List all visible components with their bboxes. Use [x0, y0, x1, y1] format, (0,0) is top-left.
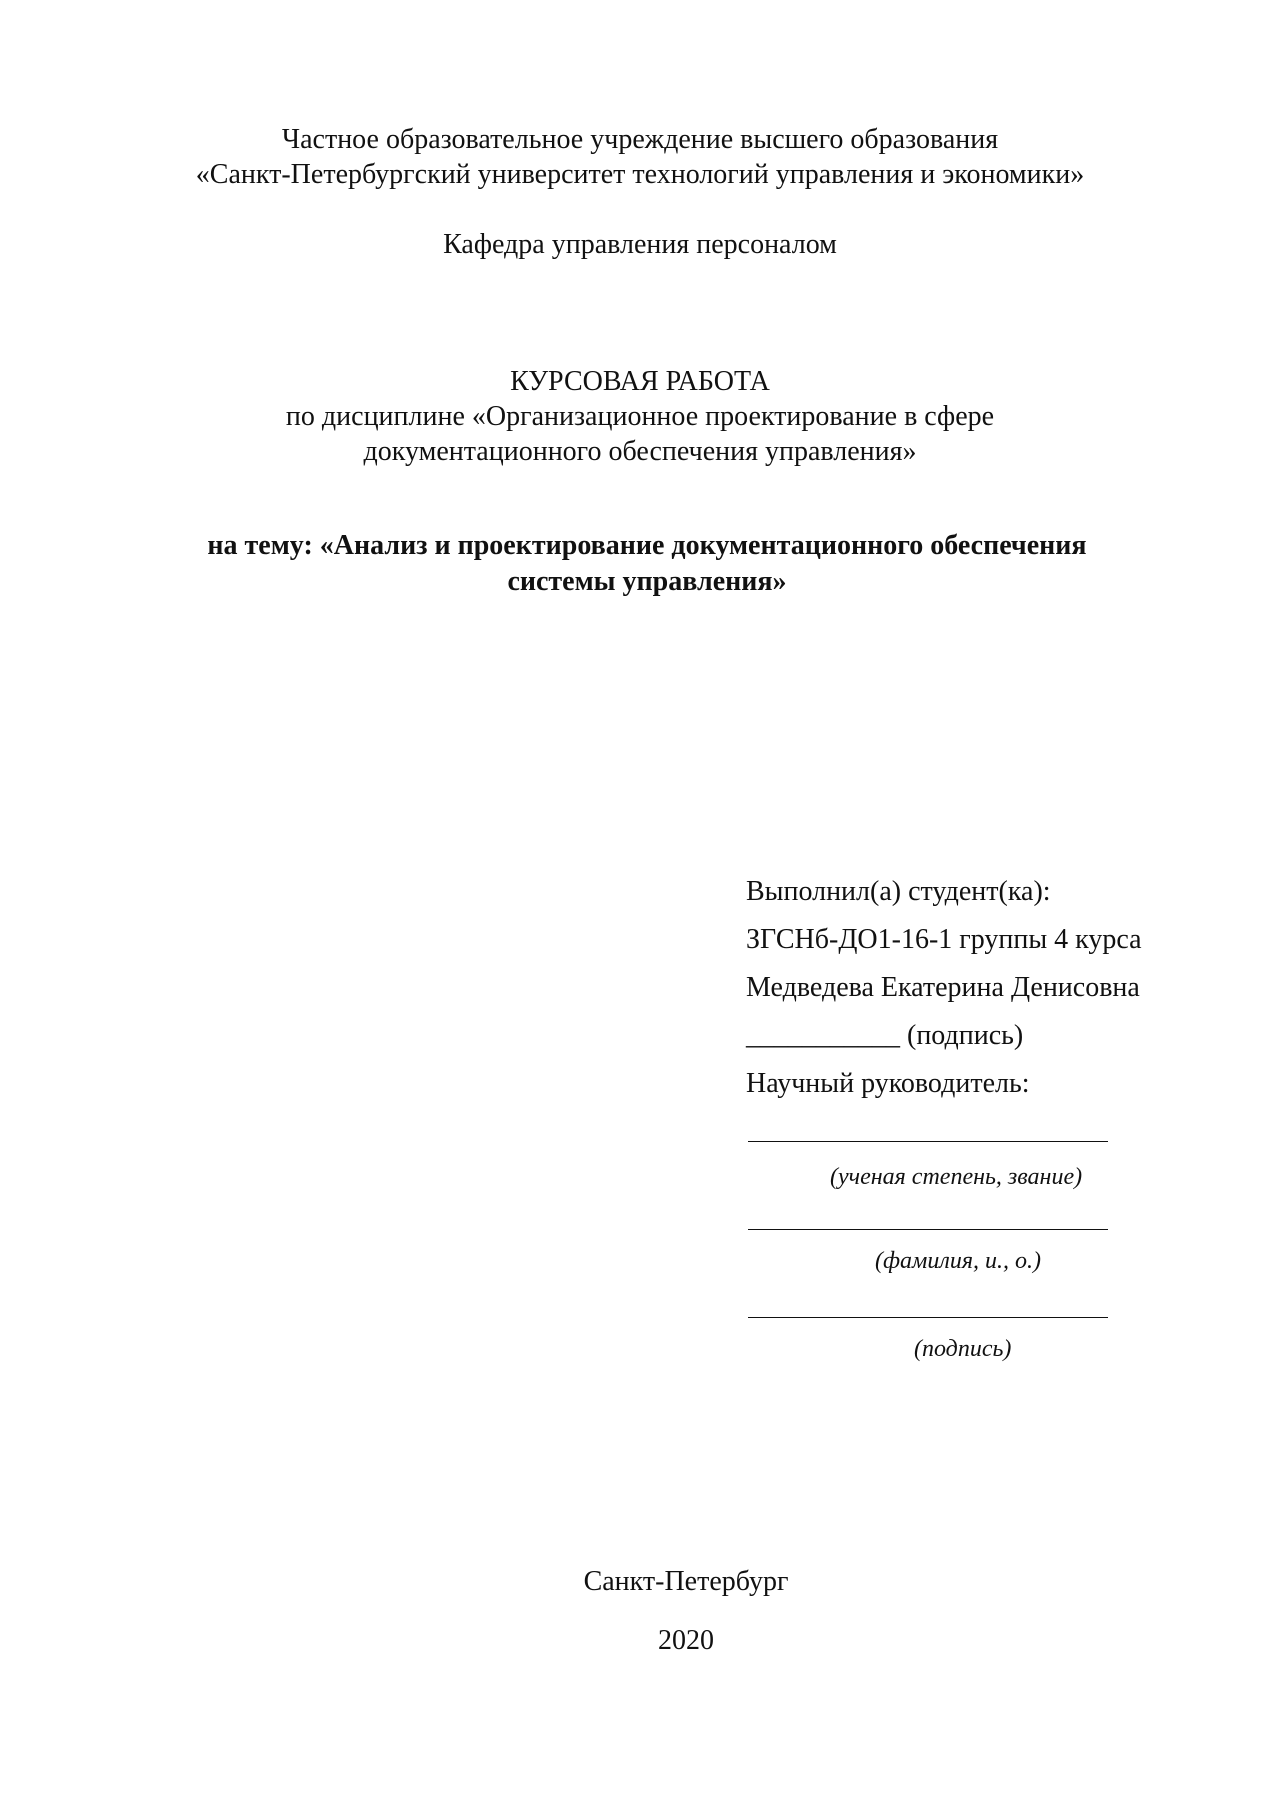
- degree-signature-line: [748, 1141, 1108, 1142]
- work-type: КУРСОВАЯ РАБОТА: [510, 366, 770, 397]
- topic-line-1: на тему: «Анализ и проектирование документационного обеспечения: [207, 530, 1087, 561]
- discipline-line-1: по дисциплине «Организационное проектирование в сфере: [285, 401, 995, 432]
- department-name: Кафедра управления персоналом: [443, 229, 837, 260]
- degree-caption: (ученая степень, звание): [830, 1164, 1083, 1190]
- topic-line-2: системы управления»: [507, 566, 787, 597]
- city: Санкт-Петербург: [583, 1566, 789, 1597]
- year: 2020: [658, 1625, 714, 1656]
- student-name: Медведева Екатерина Денисовна: [746, 972, 1140, 1003]
- supervisor-signature-line: [748, 1317, 1108, 1318]
- signature-caption: (подпись): [914, 1336, 1012, 1362]
- institution-line-2: «Санкт-Петербургский университет технологий управления и экономики»: [195, 159, 1085, 190]
- name-caption: (фамилия, и., о.): [875, 1248, 1041, 1274]
- institution-line-1: Частное образовательное учреждение высшего образования: [281, 124, 999, 155]
- student-group: ЗГСНб-ДО1-16-1 группы 4 курса: [746, 924, 1142, 955]
- student-signature: ___________ (подпись): [746, 1020, 1024, 1051]
- discipline-line-2: документационного обеспечения управления»: [363, 436, 917, 467]
- supervisor-label: Научный руководитель:: [746, 1068, 1030, 1099]
- name-signature-line: [748, 1229, 1108, 1230]
- performed-by-label: Выполнил(а) студент(ка):: [746, 876, 1051, 907]
